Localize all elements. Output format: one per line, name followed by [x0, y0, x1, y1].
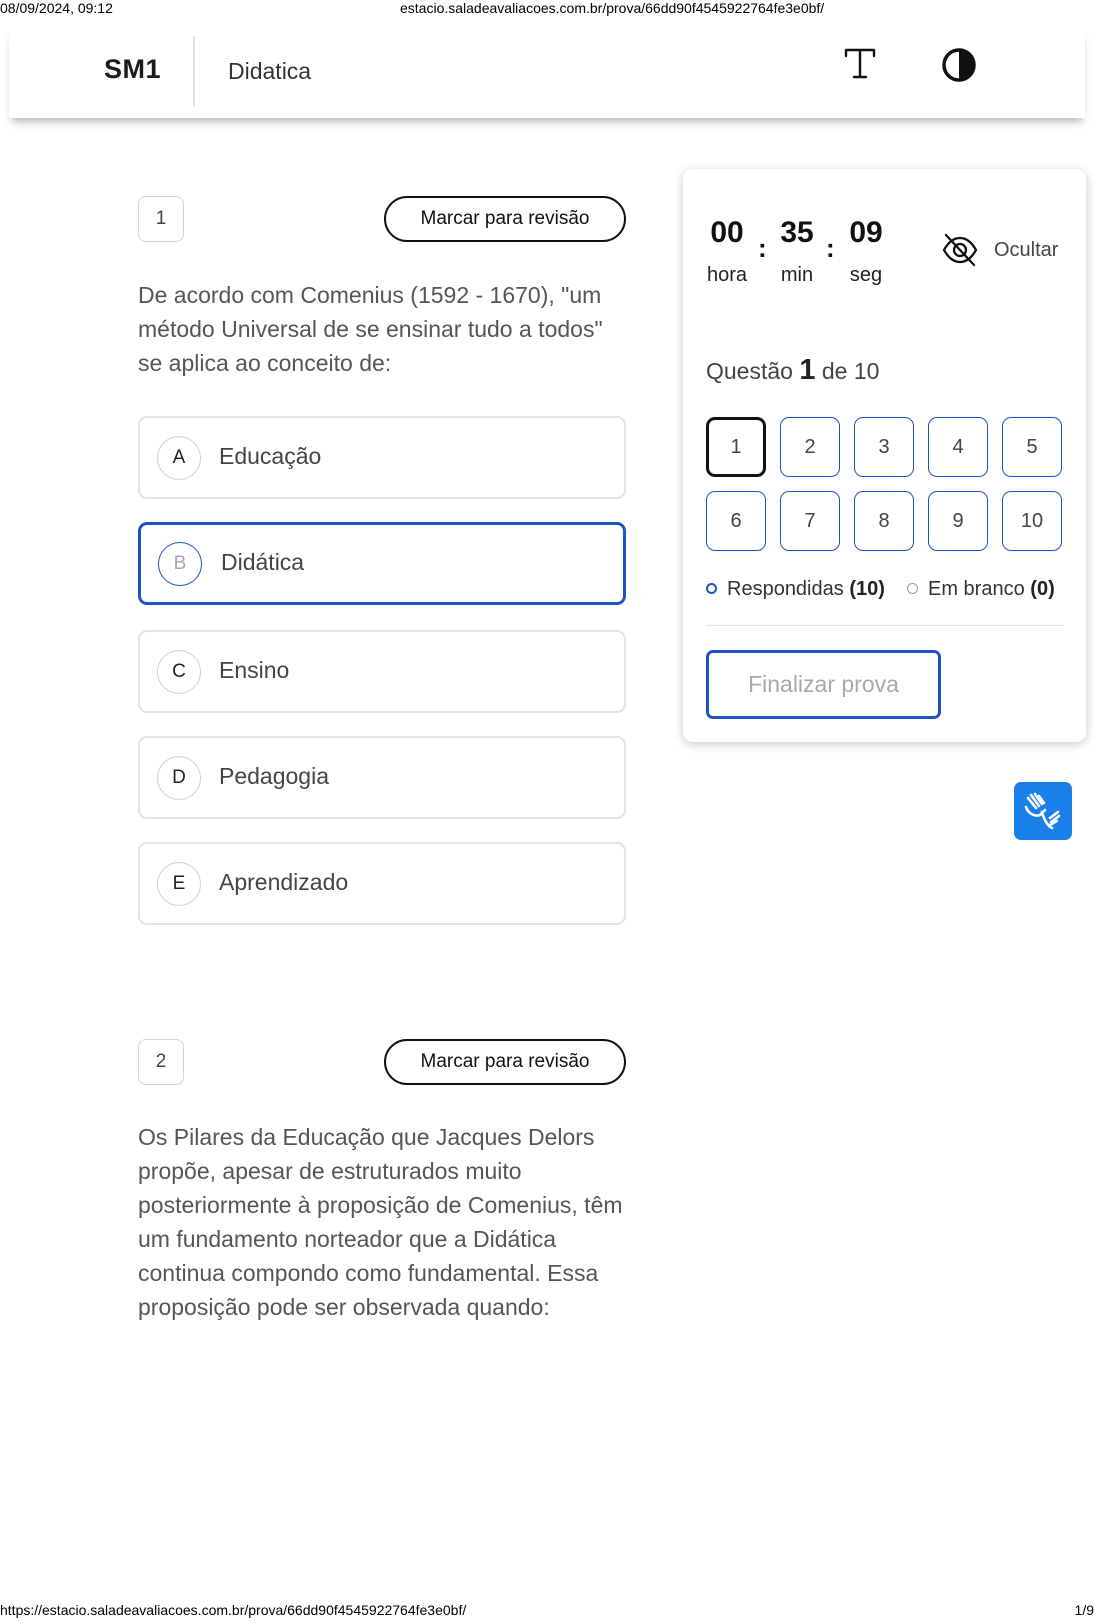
mark-for-review-button[interactable]: Marcar para revisão — [384, 196, 626, 242]
question-nav-button-6[interactable]: 6 — [706, 491, 766, 551]
question-nav-button-3[interactable]: 3 — [854, 417, 914, 477]
timer-separator: : — [826, 233, 835, 263]
legend-answered-label: Respondidas — [727, 578, 844, 600]
option-text: Educação — [219, 443, 322, 469]
question-text: De acordo com Comenius (1592 - 1670), "um método Universal de se ensinar tudo a todos" se aplica ao conceito de: — [138, 282, 603, 376]
libras-accessibility-button[interactable] — [1014, 782, 1072, 840]
hide-timer-label: Ocultar — [994, 239, 1059, 261]
print-header — [0, 0, 1094, 18]
legend-answered-count: (10) — [849, 578, 885, 600]
question-nav-button-9[interactable]: 9 — [928, 491, 988, 551]
timer-seconds: 09 — [849, 216, 883, 249]
option-c[interactable] — [138, 630, 626, 713]
print-datetime: 08/09/2024, 09:12 — [0, 0, 113, 16]
timer-seconds-label: seg — [849, 264, 883, 286]
contrast-icon — [939, 45, 979, 85]
question-counter-prefix: Questão — [706, 358, 793, 384]
option-letter: B — [158, 542, 202, 586]
legend-blank — [907, 578, 1055, 601]
option-text: Didática — [221, 549, 305, 575]
panel-divider — [706, 625, 1064, 626]
hide-timer-button[interactable] — [941, 231, 1081, 271]
question-number: 2 — [138, 1039, 184, 1085]
timer-minutes-label: min — [780, 264, 814, 286]
eye-off-icon — [941, 231, 979, 269]
print-url: estacio.saladeavaliacoes.com.br/prova/66dd90f4545922764fe3e0bf/ — [400, 0, 825, 16]
question-nav-button-10[interactable]: 10 — [1002, 491, 1062, 551]
finish-exam-button[interactable]: Finalizar prova — [706, 650, 941, 719]
brand-logo: SM1 — [104, 54, 162, 84]
print-footer-url: https://estacio.saladeavaliacoes.com.br/prova/66dd90f4545922764fe3e0bf/ — [0, 1602, 467, 1618]
sign-language-hands-icon — [1014, 782, 1072, 840]
course-title: Didatica — [228, 58, 312, 84]
legend-blank-count: (0) — [1030, 578, 1055, 600]
print-page-number: 1/9 — [1074, 1602, 1094, 1618]
option-letter: E — [157, 862, 201, 906]
app-header — [9, 28, 1085, 118]
legend-answered — [706, 578, 885, 601]
header-divider — [193, 36, 195, 106]
question-nav-button-5[interactable]: 5 — [1002, 417, 1062, 477]
question-counter — [706, 354, 879, 387]
mark-for-review-button[interactable]: Marcar para revisão — [384, 1039, 626, 1085]
timer-hours: 00 — [710, 216, 744, 249]
question-text: Os Pilares da Educação que Jacques Delors propõe, apesar de estruturados muito posteriormente à proposição de Comenius, têm um fundamento norteador que a Didática continua compondo como fundamental. Essa proposição pode ser observada quando: — [138, 1124, 623, 1320]
option-letter: D — [157, 756, 201, 800]
blank-dot-icon — [907, 583, 918, 594]
option-text: Aprendizado — [219, 869, 349, 895]
text-size-icon — [841, 44, 881, 84]
question-nav-button-2[interactable]: 2 — [780, 417, 840, 477]
option-a[interactable] — [138, 416, 626, 499]
question-nav-button-7[interactable]: 7 — [780, 491, 840, 551]
option-b-selected[interactable] — [138, 522, 626, 605]
option-d[interactable] — [138, 736, 626, 819]
option-letter: C — [157, 650, 201, 694]
option-e[interactable] — [138, 842, 626, 925]
text-size-button[interactable] — [841, 44, 881, 84]
question-counter-suffix: de 10 — [821, 358, 880, 384]
question-nav-button-1[interactable]: 1 — [706, 417, 766, 477]
question-nav-button-4[interactable]: 4 — [928, 417, 988, 477]
question-nav-button-8[interactable]: 8 — [854, 491, 914, 551]
option-letter: A — [157, 436, 201, 480]
legend-blank-label: Em branco — [928, 578, 1025, 600]
option-text: Pedagogia — [219, 763, 329, 789]
question-number: 1 — [138, 196, 184, 242]
contrast-button[interactable] — [939, 45, 979, 85]
option-text: Ensino — [219, 657, 290, 683]
exam-panel — [683, 169, 1086, 742]
question-counter-current: 1 — [799, 354, 816, 386]
timer-hours-label: hora — [706, 264, 748, 286]
answered-dot-icon — [706, 583, 717, 594]
timer-separator: : — [758, 233, 767, 263]
timer-minutes: 35 — [780, 216, 814, 249]
